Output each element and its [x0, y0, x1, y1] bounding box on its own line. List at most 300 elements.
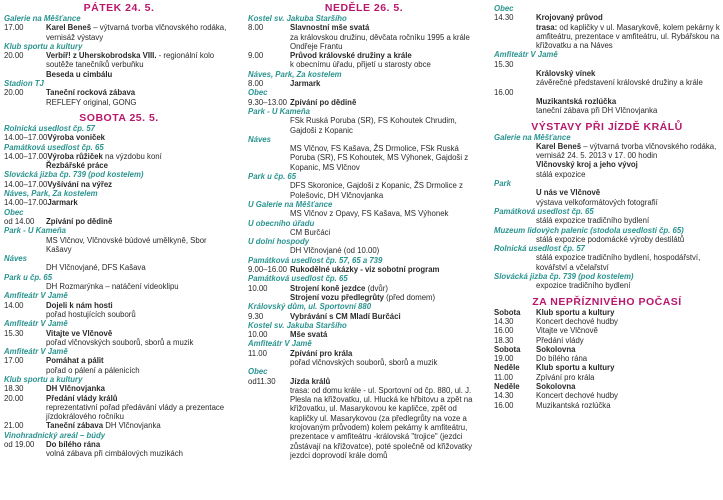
event-row: [248, 377, 480, 461]
event-row: [248, 209, 480, 218]
event-row: [248, 293, 480, 302]
event-description: pořad vlčnovských souborů, sborů a muzik: [290, 357, 438, 367]
venue-label: Klub sportu a kultury: [4, 41, 83, 51]
event-title: Vitajte ve Vlčnově: [46, 328, 113, 338]
event-time: 14.00–17.00: [4, 179, 48, 189]
event-body: [46, 440, 234, 459]
venue-label: U dolní hospody: [248, 237, 310, 247]
event-row: [248, 265, 480, 274]
event-row: [248, 284, 480, 293]
event-body: [47, 152, 234, 161]
event-row: [494, 336, 720, 345]
event-row: [494, 23, 720, 51]
event-row: [4, 217, 234, 226]
venue-label: Náves, Park, Za kostelem: [248, 69, 342, 79]
venue-label: Amfiteátr V Jamě: [4, 291, 68, 301]
event-row: [4, 152, 234, 161]
event-body: [46, 51, 234, 70]
event-row: [248, 23, 480, 51]
event-body: [536, 354, 720, 363]
event-row: [4, 133, 234, 142]
event-body: [290, 246, 480, 255]
event-body: [290, 116, 480, 135]
event-title: Verbíř! z Uherskobrodska VIII.: [46, 51, 157, 61]
event-title: Rukodělné ukázky - viz sobotní program: [290, 265, 440, 275]
event-time: 14.30: [494, 316, 514, 326]
venue-label: Amfiteátr V Jamě: [248, 339, 312, 349]
event-body: [536, 88, 720, 97]
event-row: [4, 421, 234, 430]
event-row: [494, 326, 720, 335]
event-time: [248, 246, 290, 255]
event-description: Do bílého rána: [536, 354, 588, 364]
event-time: 20.00: [4, 51, 24, 61]
event-row: [494, 188, 720, 207]
venue-label: Náves: [248, 134, 271, 144]
event-row: [4, 301, 234, 320]
event-row: [494, 13, 720, 22]
event-time: 14.30: [494, 13, 514, 23]
event-description: REFLEFY original, GONG: [46, 97, 137, 107]
event-body: [536, 308, 720, 317]
event-body: [46, 301, 234, 320]
event-row: [4, 440, 234, 459]
event-description: reprezentativní pořad předávání vlády a prezentace jízdokrálového ročníku: [46, 402, 225, 422]
event-row: [494, 235, 720, 244]
event-row: [494, 253, 720, 272]
event-time: 14.00–17.00: [4, 133, 48, 143]
event-body: [46, 329, 234, 348]
venue-label: Obec: [248, 367, 268, 377]
venue-label: Park - U Kameňa: [248, 106, 310, 116]
venue-label: Vinohradnický areál – búdy: [4, 430, 106, 440]
event-title: Zpívání pro krála: [290, 348, 353, 358]
event-row: [4, 394, 234, 422]
event-row: [4, 198, 234, 207]
event-row: [494, 354, 720, 363]
event-body: [46, 161, 234, 170]
event-time: od 19.00: [4, 440, 35, 450]
event-description: FSk Ruská Poruba (SR), FS Kohoutek Chrudim, Gajdoši z Kopanic: [290, 116, 457, 135]
event-time: 20.00: [4, 88, 24, 98]
event-body: [536, 188, 720, 207]
venue-label: Galerie na Měšťance: [4, 14, 81, 23]
event-title: Řezbářské práce: [46, 161, 108, 171]
venue-label: Rolnická usedlost čp. 57: [494, 244, 585, 254]
event-row: [248, 312, 480, 321]
event-description: od kapličky v ul. Masarykově, kolem pekárny k amfiteátru, prezentace v amfiteátru, ul. Rybářskou na křižovatku a na Náves: [536, 22, 720, 51]
event-row: [248, 51, 480, 70]
event-title: Beseda u cimbálu: [46, 69, 113, 79]
event-row: [494, 345, 720, 354]
event-row: [494, 391, 720, 400]
event-body: [536, 142, 720, 161]
event-row: [494, 160, 720, 179]
event-description: MS Vlčnov, FS Kašava, ŽS Drmolice, FSk Ruská Poruba (SR), FS Kohoutek, MS Výhonek, Gajdoši z Kopanic, MS Vlčnov: [290, 144, 469, 172]
event-title: U nás ve Vlčnově: [536, 188, 601, 198]
event-title: Klub sportu a kultury: [536, 363, 615, 373]
event-row: [248, 144, 480, 172]
event-time: [4, 70, 46, 79]
event-row: [248, 181, 480, 200]
event-time: 18.30: [494, 335, 514, 345]
venue-label: U obecního úřadu: [248, 218, 315, 228]
event-body: [46, 384, 234, 393]
event-row: [4, 384, 234, 393]
event-description: taneční zábava při DH Vlčnovjanka: [536, 106, 658, 116]
event-time: [4, 282, 46, 291]
event-time: [494, 69, 536, 88]
event-row: [248, 98, 480, 107]
venue-label: Galerie na Měšťance: [494, 132, 571, 142]
event-body: [536, 391, 720, 400]
event-row: [248, 79, 480, 88]
event-description: pořad o pálení a pálenicích: [46, 365, 140, 375]
venue-label: Památková usedlost čp. 65: [248, 274, 348, 284]
event-body: [536, 235, 720, 244]
event-title: Jarmark: [290, 79, 321, 89]
event-time: [4, 161, 46, 170]
event-row: [248, 330, 480, 339]
event-row: [248, 116, 480, 135]
event-time: 18.30: [4, 384, 24, 394]
event-title: Klub sportu a kultury: [536, 307, 615, 317]
event-row: [494, 60, 720, 69]
event-title: Vlčnovský kroj a jeho vývoj: [536, 160, 638, 170]
event-time: 9.30: [248, 311, 264, 321]
event-row: [4, 70, 234, 79]
event-body: [290, 23, 480, 51]
event-description: Zpívání pro krála: [536, 372, 595, 382]
venue-label: U Galerie na Měšťance: [248, 199, 333, 209]
event-body: [46, 70, 234, 79]
venue-label: Park - U Kameňa: [4, 226, 66, 236]
event-row: [494, 363, 720, 372]
event-title: trasa:: [536, 22, 558, 32]
event-title: Karel Beneš: [536, 141, 582, 151]
venue-label: Památková usedlost čp. 57, 65 a 739: [248, 255, 383, 265]
event-time: 14.00–17.00: [4, 198, 48, 208]
section-heading: SOBOTA 25. 5.: [79, 111, 159, 124]
event-row: [4, 180, 234, 189]
event-time: 11.00: [248, 348, 267, 358]
venue-label: Obec: [4, 207, 24, 217]
event-description: expozice tradičního bydlení: [536, 281, 631, 291]
event-time: [494, 23, 536, 51]
event-time: 17.00: [4, 356, 24, 366]
event-title: Do bílého rána: [46, 440, 101, 450]
event-row: [248, 349, 480, 368]
venue-label: Park: [494, 179, 511, 189]
event-body: [536, 253, 720, 272]
section-heading: VÝSTAVY PŘI JÍZDĚ KRÁLŮ: [531, 120, 683, 133]
event-time: 17.00: [4, 23, 24, 33]
event-body: [536, 373, 720, 382]
event-body: [536, 23, 720, 51]
event-title: Průvod královské družiny a krále: [290, 51, 412, 61]
event-description: na výzdobu koní: [102, 151, 162, 161]
event-title: Mše svatá: [290, 330, 328, 340]
event-time: 20.00: [4, 393, 24, 403]
event-description: – výtvarná tvorba vlčnovského rodáka, vernisáž výstavy: [46, 23, 227, 42]
event-time: [494, 235, 536, 244]
venue-label: Slovácká jizba čp. 739 (pod kostelem): [4, 170, 144, 180]
section-heading: PÁTEK 24. 5.: [83, 2, 155, 14]
event-time: 15.30: [4, 328, 24, 338]
venue-label: Rolnická usedlost čp. 57: [4, 123, 95, 133]
event-body: [46, 394, 234, 422]
event-time: 9.00–16.00: [248, 265, 288, 275]
event-row: [4, 263, 234, 272]
event-body: [536, 281, 720, 290]
event-row: [494, 373, 720, 382]
venue-label: Amfiteátr V Jamě: [4, 347, 68, 357]
event-body: [46, 88, 234, 107]
event-title: Strojení vozu předlegrůty: [290, 292, 385, 302]
event-time: [248, 209, 290, 218]
event-time: 9.00: [248, 51, 264, 61]
event-title: Předání vlády králů: [46, 393, 118, 403]
event-time: [494, 188, 536, 207]
event-time: [248, 293, 290, 302]
event-body: [46, 263, 234, 272]
event-time: [494, 160, 536, 179]
event-title: Sokolovna: [536, 381, 576, 391]
event-time: [248, 228, 290, 237]
event-body: [536, 326, 720, 335]
event-row: [4, 236, 234, 255]
venue-label: Klub sportu a kultury: [4, 374, 83, 384]
event-time: 19.00: [494, 354, 514, 364]
event-description: závěrečné představení královské družiny a krále: [536, 78, 703, 88]
event-body: [46, 356, 234, 375]
event-body: [536, 69, 720, 88]
event-row: [494, 281, 720, 290]
event-description: stálá expozice tradičního bydlení: [536, 216, 650, 226]
event-description: za královskou družinu, děvčata ročníku 1995 a krále Ondřeje Frantu: [290, 32, 470, 51]
section-heading: ZA NEPŘÍZNIVÉHO POČASÍ: [532, 295, 682, 308]
event-description: k obecnímu úřadu, přijetí u starosty obce: [290, 60, 431, 70]
event-body: [46, 217, 234, 226]
event-time: 21.00: [4, 421, 24, 431]
event-description: DFS Skoronice, Gajdoši z Kopanic, ŽS Drmolice z Polešovic, DH Vlčnovjanka: [290, 181, 463, 200]
event-title: Dojeli k nám hosti: [46, 300, 113, 310]
event-body: [290, 330, 480, 339]
venue-label: Park u čp. 65: [4, 272, 53, 282]
event-time: Neděle: [494, 381, 520, 391]
venue-label: Náves, Park, Za kostelem: [4, 189, 98, 199]
event-body: [290, 228, 480, 237]
event-row: [4, 329, 234, 348]
event-title: DH Vlčnovjanka: [46, 384, 105, 394]
event-time: Sobota: [494, 307, 521, 317]
section-heading: NEDĚLE 26. 5.: [324, 2, 404, 14]
event-description: MS Vlčnov, Vlčnovské búdové umělkyně, Sbor Kašavy: [46, 235, 207, 254]
event-body: [47, 133, 234, 142]
event-time: 10.00: [248, 283, 268, 293]
event-body: [536, 363, 720, 372]
event-description: DH Rozmarýnka – natáčení videoklipu: [46, 282, 179, 292]
event-body: [46, 236, 234, 255]
venue-label: Amfiteátr V Jamě: [4, 319, 68, 329]
event-description: Koncert dechové hudby: [536, 391, 618, 401]
event-body: [536, 13, 720, 22]
event-time: [248, 116, 290, 135]
event-time: 15.30: [494, 59, 514, 69]
event-description: Předání vlády: [536, 335, 584, 345]
event-time: 10.00: [248, 330, 268, 340]
event-time: od 14.00: [4, 216, 35, 226]
event-title: Zpívání po dědině: [46, 216, 113, 226]
event-body: [536, 160, 720, 179]
event-title: Strojení koně jezdce: [290, 283, 366, 293]
venue-label: Obec: [494, 4, 514, 13]
event-title: Jarmark: [47, 198, 78, 208]
event-time: [4, 236, 46, 255]
event-description: stálá expozice podomácké výroby destilátů: [536, 234, 685, 244]
venue-label: Slovácká jizba čp. 739 (pod kostelem): [494, 272, 634, 282]
event-description: trasa: od domu krále - ul. Sportovní od čp. 880, ul. J. Plesla na křižovatku, ul. Hlucká ke hřbitovu a zpět na křižovatku, ul. Masarykovou ke kapličce, zpět od kapličky ul. Masarykovou (za předlegrůty na voze a krojovaným průvodem) kolem pekárny k amfiteátru, prezentace v amfiteátru -královská "trojice" (jezdci zůstávají na křižovatce), poté společně od křižovatky jezdci doprovodí krále domů: [290, 385, 473, 460]
event-description: DH Vlčnovjané (od 10.00): [290, 246, 380, 256]
event-body: [290, 98, 480, 107]
event-title: Sokolovna: [536, 344, 576, 354]
event-description: Vitajte ve Vlčnově: [536, 326, 598, 336]
event-description: Muzikantská rozlúčka: [536, 400, 611, 410]
event-description: výstava velkoformátových fotografií: [536, 197, 658, 207]
event-row: [494, 308, 720, 317]
venue-label: Kostel sv. Jakuba Staršího: [248, 320, 347, 330]
event-title: Pomáhat a pálit: [46, 356, 104, 366]
event-body: [46, 282, 234, 291]
event-description: volná zábava při cimbálových muzikách: [46, 449, 183, 459]
event-description: DH Vlčnovjané, DFS Kašava: [46, 263, 146, 273]
event-body: [290, 377, 480, 461]
event-body: [46, 23, 234, 42]
event-body: [290, 144, 480, 172]
event-body: [536, 97, 720, 116]
event-row: [494, 216, 720, 225]
event-body: [536, 382, 720, 391]
event-body: [47, 180, 234, 189]
event-description: stálá expozice: [536, 169, 586, 179]
event-row: [494, 401, 720, 410]
event-title: Slavnostní mše svatá: [290, 23, 370, 33]
event-time: 8.00: [248, 23, 264, 33]
event-body: [536, 345, 720, 354]
venue-label: Stadion TJ: [4, 79, 44, 89]
venue-label: Královský dům, ul. Sportovní 880: [248, 302, 372, 312]
event-time: [494, 97, 536, 116]
event-time: [494, 142, 536, 161]
event-row: [494, 317, 720, 326]
event-title: Vyšívání na výřez: [47, 179, 113, 189]
event-row: [494, 69, 720, 88]
event-title: Muzikantská rozlúčka: [536, 96, 617, 106]
event-time: 14.00–17.00: [4, 151, 48, 161]
event-title: Taneční rocková zábava: [46, 88, 136, 98]
event-time: od11.30: [248, 376, 276, 386]
event-description: – výtvarná tvorba vlčnovského rodáka, vernisáž 24. 5. 2013 v 17. 00 hodin: [536, 141, 717, 161]
venue-label: Obec: [248, 88, 268, 98]
event-time: 11.00: [494, 372, 513, 382]
event-time: Sobota: [494, 344, 521, 354]
event-time: [248, 181, 290, 200]
column-sunday-exhibitions-weather: [494, 4, 720, 410]
event-description: stálá expozice tradičního bydlení, hospodářství, kovářství a včelařství: [536, 253, 701, 272]
event-body: [290, 79, 480, 88]
event-time: 16.00: [494, 87, 514, 97]
event-row: [248, 246, 480, 255]
event-time: [494, 281, 536, 290]
event-row: [494, 88, 720, 97]
venue-label: Památková usedlost čp. 65: [494, 206, 594, 216]
event-time: 9.30–13.00: [248, 97, 288, 107]
event-row: [4, 356, 234, 375]
event-body: [290, 51, 480, 70]
event-body: [290, 284, 480, 293]
event-body: [290, 349, 480, 368]
event-body: [290, 181, 480, 200]
event-time: [494, 253, 536, 272]
event-title: Karel Beneš: [46, 23, 92, 33]
event-time: [494, 216, 536, 225]
event-description: CM Burčáci: [290, 227, 331, 237]
event-description: (před domem): [384, 292, 436, 302]
event-body: [536, 401, 720, 410]
event-title: Krojovaný průvod: [536, 13, 603, 23]
event-row: [4, 88, 234, 107]
event-body: [290, 265, 480, 274]
event-description: MS Vlčnov z Opavy, FS Kašava, MS Výhonek: [290, 209, 449, 219]
event-time: 16.00: [494, 400, 514, 410]
event-title: Vybrávání s CM Mladí Burčáci: [290, 311, 401, 321]
event-row: [494, 382, 720, 391]
event-row: [4, 161, 234, 170]
column-friday-saturday: [4, 2, 234, 459]
event-time: 14.00: [4, 300, 24, 310]
event-time: [248, 144, 290, 172]
event-body: [290, 209, 480, 218]
event-body: [536, 60, 720, 69]
event-body: [536, 336, 720, 345]
event-description: DH Vlčnovjanka: [103, 421, 161, 431]
event-row: [4, 51, 234, 70]
event-row: [494, 142, 720, 161]
event-title: Královský vínek: [536, 69, 596, 79]
event-title: Výroba voniček: [47, 133, 105, 143]
event-title: Zpívání po dědině: [290, 97, 357, 107]
venue-label: Kostel sv. Jakuba Staršího: [248, 14, 347, 23]
event-description: pořad vlčnovských souborů, sborů a muzik: [46, 337, 194, 347]
column-sunday: [248, 2, 480, 460]
event-row: [4, 282, 234, 291]
event-body: [290, 312, 480, 321]
event-time: 14.30: [494, 391, 514, 401]
event-title: Jízda králů: [290, 376, 331, 386]
venue-label: Muzeum lidových palenic (stodola usedlosti čp. 65): [494, 225, 684, 235]
event-description: (dvůr): [365, 283, 388, 293]
event-time: [4, 263, 46, 272]
venue-label: Park u čp. 65: [248, 172, 297, 182]
event-title: Výroba růžiček: [47, 151, 103, 161]
event-body: [46, 421, 234, 430]
venue-label: Památková usedlost čp. 65: [4, 142, 104, 152]
event-description: - regionální kolo soutěže tanečníků verbuňku: [46, 51, 215, 70]
event-row: [494, 97, 720, 116]
event-body: [536, 317, 720, 326]
event-row: [4, 23, 234, 42]
event-time: Neděle: [494, 363, 520, 373]
